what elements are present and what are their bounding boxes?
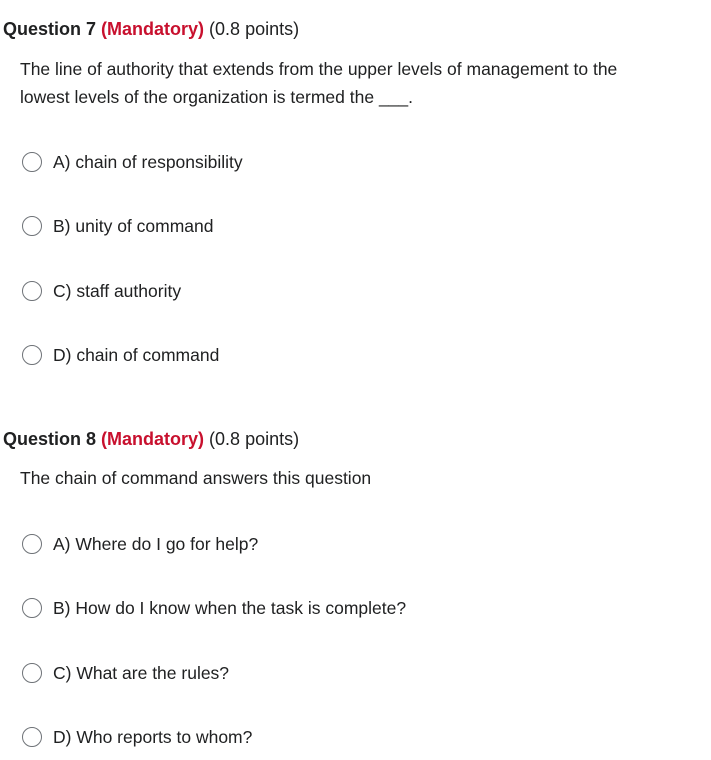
question-title: Question 7 xyxy=(3,19,97,39)
q7-option-c[interactable] xyxy=(22,279,181,303)
q7-option-d[interactable] xyxy=(22,343,219,367)
radio-button[interactable] xyxy=(22,598,42,618)
question-text-line: lowest levels of the organization is termed the ___. xyxy=(20,87,413,107)
points-label: (0.8 points) xyxy=(209,19,300,39)
radio-button[interactable] xyxy=(22,727,42,747)
question-8-text xyxy=(20,464,700,492)
radio-button[interactable] xyxy=(22,534,42,554)
question-8-header xyxy=(3,428,299,450)
option-label: A) chain of responsibility xyxy=(53,151,243,172)
q7-option-b[interactable] xyxy=(22,214,213,238)
points-label: (0.8 points) xyxy=(209,429,300,449)
q7-option-a[interactable] xyxy=(22,150,243,174)
radio-button[interactable] xyxy=(22,663,42,683)
radio-button[interactable] xyxy=(22,152,42,172)
option-label: C) What are the rules? xyxy=(53,662,230,683)
option-label: B) unity of command xyxy=(53,215,214,236)
question-text-line: The line of authority that extends from the upper levels of management to the xyxy=(20,59,618,79)
mandatory-label: (Mandatory) xyxy=(101,429,205,449)
q8-option-b[interactable] xyxy=(22,596,406,620)
option-label: D) chain of command xyxy=(53,344,220,365)
radio-button[interactable] xyxy=(22,345,42,365)
q8-option-a[interactable] xyxy=(22,532,258,556)
option-label: C) staff authority xyxy=(53,280,182,301)
option-label: A) Where do I go for help? xyxy=(53,533,259,554)
question-7-text xyxy=(20,55,700,111)
q8-option-d[interactable] xyxy=(22,725,252,749)
radio-button[interactable] xyxy=(22,281,42,301)
option-label: B) How do I know when the task is complete? xyxy=(53,597,407,618)
radio-button[interactable] xyxy=(22,216,42,236)
option-label: D) Who reports to whom? xyxy=(53,726,253,747)
q8-option-c[interactable] xyxy=(22,661,229,685)
question-title: Question 8 xyxy=(3,429,97,449)
question-7-header xyxy=(3,18,299,40)
mandatory-label: (Mandatory) xyxy=(101,19,205,39)
question-text-line: The chain of command answers this question xyxy=(20,468,372,488)
